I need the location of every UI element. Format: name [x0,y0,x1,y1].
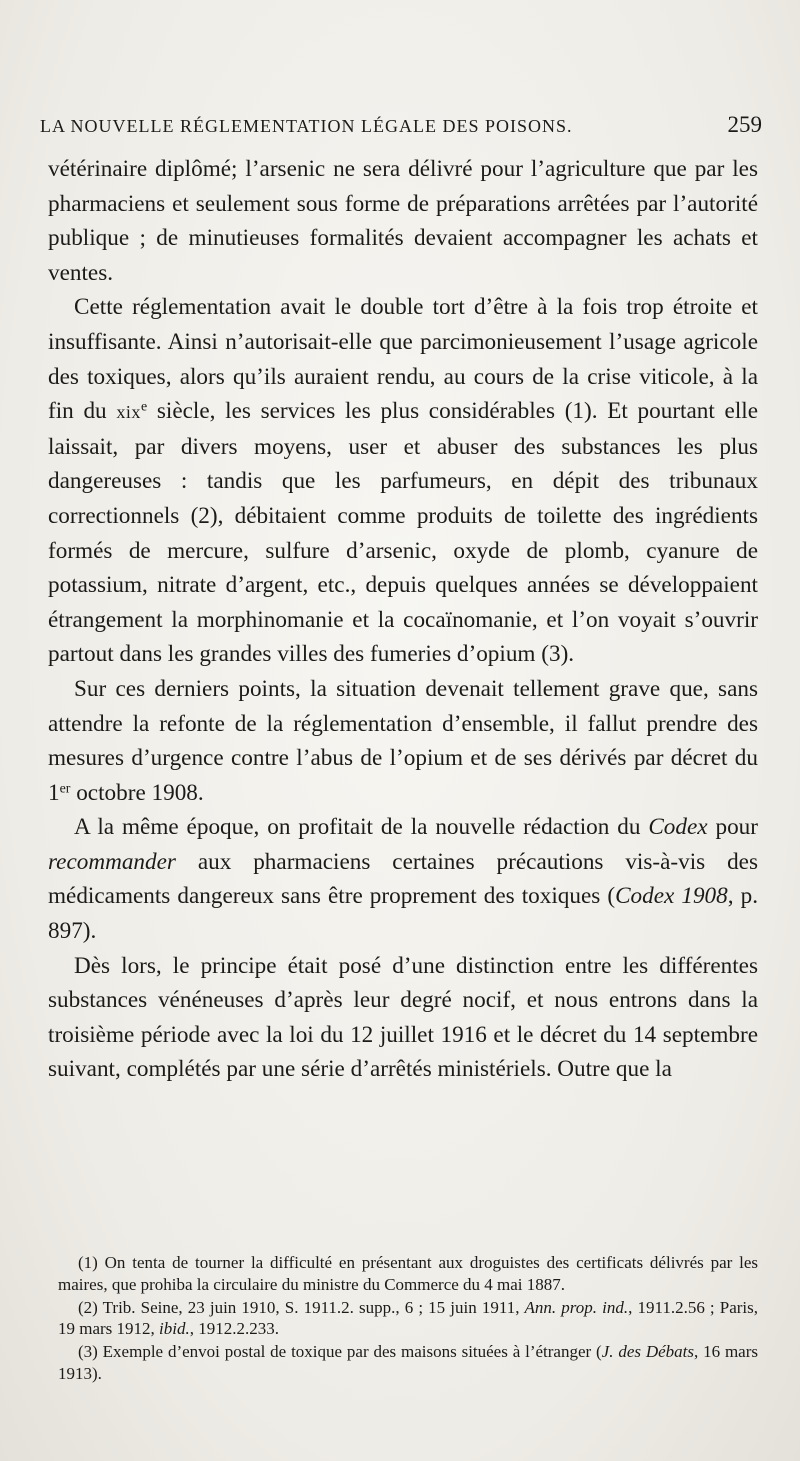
paragraph-4-text-d: , p. 897). [48,883,758,945]
footnote-1 [58,1252,758,1296]
paragraph-2 [48,290,758,672]
footnotes [58,1252,758,1385]
recommander-italic: recommander [48,848,176,875]
footnote-3-text-a: (3) Exemple d’envoi postal de toxique par des maisons situées à l’étranger ( [78,1342,602,1362]
footnote-2-ibid-italic: ibid. [159,1319,190,1339]
footnote-1-text: (1) On tenta de tourner la difficulté en présentant aux droguistes des certificats délivrés par les maires, que prohiba la circulaire du ministre du Commerce du 4 mai 1887. [58,1253,758,1294]
paragraph-4-text-a: A la même époque, on profitait de la nouvelle rédaction du [74,814,649,841]
footnote-3 [58,1341,758,1385]
century-numeral: xix [116,402,141,423]
footnote-3-journal-italic: J. des Débats [601,1342,694,1362]
century-superscript: e [140,399,148,415]
paragraph-4 [48,810,758,948]
footnote-2-text-b: , 1911.2.56 ; Paris, 19 mars 1912, [58,1297,758,1339]
footnote-2-text-a: (2) Trib. Seine, 23 juin 1910, S. 1911.2. supp., 6 ; 15 juin 1911, [78,1297,525,1317]
running-title: LA NOUVELLE RÉGLEMENTATION LÉGALE DES POISONS. [40,116,573,136]
body-text [48,152,758,1087]
paragraph-3-text-a: Sur ces derniers points, la situation devenait tellement grave que, sans attendre la refonte de la réglementation d’ensemble, il fallut prendre des mesures d’urgence contre l’abus de l’opium et de ses dérivés par décret du 1 [48,675,758,806]
footnote-2-journal-italic: Ann. prop. ind. [524,1297,629,1317]
codex-1908-italic: Codex 1908 [615,883,728,910]
paragraph-1-text: vétérinaire diplômé; l’arsenic ne sera délivré pour l’agriculture que par les pharmaciens et seulement sous forme de préparations arrêtées par l’autorité publique ; de minutieuses formalités devaient accompagner les achats et ventes. [48,156,758,286]
footnote-2 [58,1297,758,1341]
footnote-3-text-b: , 16 mars 1913). [58,1342,758,1383]
date-superscript: er [59,781,71,797]
paragraph-5-text: Dès lors, le principe était posé d’une distinction entre les différentes substances vénéneuses d’après leur degré nocif, et nous entrons dans la troisième période avec la loi du 12 juillet 1916 et le décret du 14 septembre suivant, complétés par une série d’arrêtés ministériels. Outre que la [48,952,758,1083]
paragraph-3-text-b: octobre 1908. [70,779,204,806]
footnote-2-text-c: , 1912.2.233. [189,1319,279,1339]
paragraph-4-text-c: aux pharmaciens certaines précautions vis-à-vis des médicaments dangereux sans être proprement des toxiques ( [48,848,758,910]
page-number: 259 [727,112,762,137]
paragraph-2-text-b: siècle, les services les plus considérables (1). Et pourtant elle laissait, par divers moyens, user et abuser des substances les plus dangereuses : tandis que les parfumeurs, en dépit des tribunaux correctionnels (2), débitaient comme produits de toilette des ingrédients formés de mercure, sulfure d’arsenic, oxyde de plomb, cyanure de potassium, nitrate d’argent, etc., depuis quelques années se développaient étrangement la morphinomanie et la cocaïnomanie, et l’on voyait s’ouvrir partout dans les grandes villes des fumeries d’opium (3). [48,398,758,668]
paragraph-2-text-a: Cette réglementation avait le double tort d’être à la fois trop étroite et insuffisante. Ainsi n’autorisait-elle que parcimonieusement l’usage agricole des toxiques, alors qu’ils auraient rendu, au cours de la crise viticole, à la fin du [48,294,758,425]
paragraph-1 [48,152,758,290]
paragraph-4-text-b: pour [707,814,758,841]
running-head [40,112,762,142]
codex-italic: Codex [648,814,708,841]
paragraph-5 [48,949,758,1087]
paragraph-3 [48,672,758,810]
